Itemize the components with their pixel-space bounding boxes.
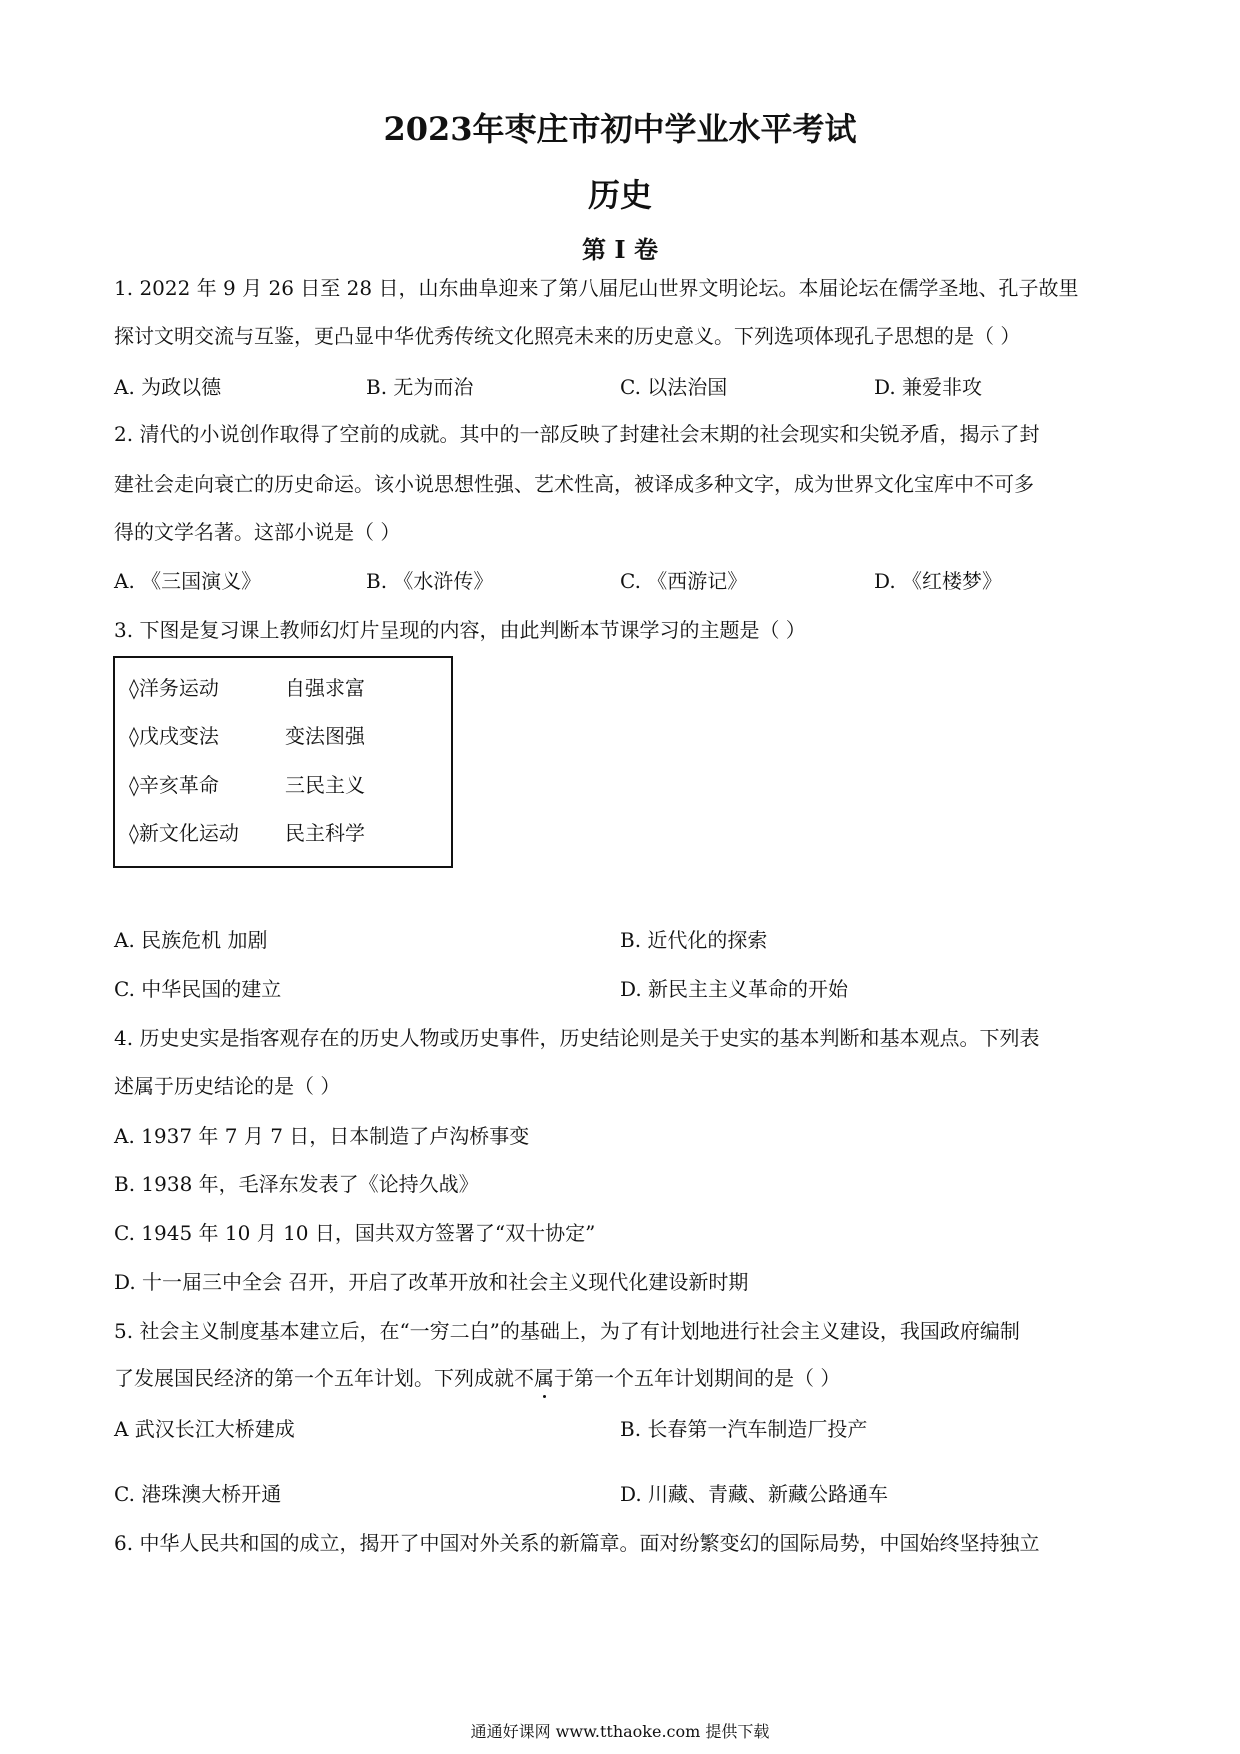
q3-stem-line-1: 3. 下图是复习课上教师幻灯片呈现的内容，由此判断本节课学习的主题是（ ） bbox=[114, 618, 806, 642]
q5-stem-line-1: 5. 社会主义制度基本建立后，在“一穷二白”的基础上，为了有计划地进行社会主义建设，我国政府编制 bbox=[114, 1319, 1020, 1343]
slide-slogan: 民主科学 bbox=[285, 821, 365, 845]
q5-stem-text: 第一个五年计划期间的是（ ） bbox=[574, 1366, 841, 1390]
slide-event: ◊新文化运动 bbox=[129, 821, 239, 845]
slide-content-box bbox=[113, 656, 453, 868]
slide-row bbox=[129, 674, 365, 702]
q1-stem-line-1: 1. 2022 年 9 月 26 日至 28 日，山东曲阜迎来了第八届尼山世界文明论坛。本届论坛在儒学圣地、孔子故里 bbox=[114, 276, 1079, 300]
q1-option-d: D. 兼爱非攻 bbox=[874, 375, 983, 399]
q5-emphasis-text: 不属于 bbox=[514, 1366, 574, 1390]
slide-event: ◊辛亥革命 bbox=[129, 773, 219, 797]
q5-stem-line-2 bbox=[114, 1364, 840, 1392]
q1-option-c: C. 以法治国 bbox=[620, 375, 728, 399]
slide-slogan: 三民主义 bbox=[285, 773, 365, 797]
q2-stem-line-1: 2. 清代的小说创作取得了空前的成就。其中的一部反映了封建社会末期的社会现实和尖锐矛盾，揭示了封 bbox=[114, 422, 1040, 446]
q2-option-a: A. 《三国演义》 bbox=[114, 569, 262, 593]
q3-option-d: D. 新民主主义革命的开始 bbox=[620, 977, 849, 1001]
q1-option-a: A. 为政以德 bbox=[114, 375, 222, 399]
exam-volume: 第 I 卷 bbox=[582, 235, 658, 264]
q2-option-c: C. 《西游记》 bbox=[620, 569, 748, 593]
q4-option-c: C. 1945 年 10 月 10 日，国共双方签署了“双十协定” bbox=[114, 1221, 596, 1245]
q2-option-d: D. 《红楼梦》 bbox=[874, 569, 1003, 593]
q4-stem-line-2: 述属于历史结论的是（ ） bbox=[114, 1074, 341, 1098]
q3-option-c: C. 中华民国的建立 bbox=[114, 977, 282, 1001]
slide-slogan: 自强求富 bbox=[285, 676, 365, 700]
slide-event: ◊戊戌变法 bbox=[129, 724, 219, 748]
q5-option-a: A 武汉长江大桥建成 bbox=[114, 1417, 295, 1441]
slide-row bbox=[129, 722, 365, 750]
q1-stem-line-2: 探讨文明交流与互鉴，更凸显中华优秀传统文化照亮未来的历史意义。下列选项体现孔子思想的是（ ） bbox=[114, 324, 1021, 348]
exam-title: 2023年枣庄市初中学业水平考试 bbox=[383, 110, 857, 148]
exam-subject: 历史 bbox=[587, 176, 652, 214]
q2-stem-line-3: 得的文学名著。这部小说是（ ） bbox=[114, 520, 401, 544]
q4-option-d: D. 十一届三中全会 召开，开启了改革开放和社会主义现代化建设新时期 bbox=[114, 1270, 749, 1294]
slide-event: ◊洋务运动 bbox=[129, 676, 219, 700]
q2-option-b: B. 《水浒传》 bbox=[366, 569, 494, 593]
slide-row bbox=[129, 771, 365, 799]
q3-option-a: A. 民族危机 加剧 bbox=[114, 928, 268, 952]
q6-stem-line-1: 6. 中华人民共和国的成立，揭开了中国对外关系的新篇章。面对纷繁变幻的国际局势，中国始终坚持独立 bbox=[114, 1531, 1040, 1555]
slide-slogan: 变法图强 bbox=[285, 724, 365, 748]
slide-row bbox=[129, 819, 365, 847]
q5-stem-text: 了发展国民经济的第一个五年计划。下列成就 bbox=[114, 1366, 514, 1390]
q4-option-a: A. 1937 年 7 月 7 日，日本制造了卢沟桥事变 bbox=[114, 1124, 530, 1148]
q2-stem-line-2: 建社会走向衰亡的历史命运。该小说思想性强、艺术性高，被译成多种文字，成为世界文化宝库中不可多 bbox=[114, 472, 1034, 496]
q3-option-b: B. 近代化的探索 bbox=[620, 928, 768, 952]
q5-option-b: B. 长春第一汽车制造厂投产 bbox=[620, 1417, 868, 1441]
q5-option-d: D. 川藏、青藏、新藏公路通车 bbox=[620, 1482, 889, 1506]
q5-option-c: C. 港珠澳大桥开通 bbox=[114, 1482, 282, 1506]
q4-option-b: B. 1938 年，毛泽东发表了《论持久战》 bbox=[114, 1172, 479, 1196]
q4-stem-line-1: 4. 历史史实是指客观存在的历史人物或历史事件，历史结论则是关于史实的基本判断和基本观点。下列表 bbox=[114, 1026, 1040, 1050]
q1-option-b: B. 无为而治 bbox=[366, 375, 474, 399]
page-footer: 通通好课网 www.tthaoke.com 提供下载 bbox=[470, 1722, 770, 1741]
